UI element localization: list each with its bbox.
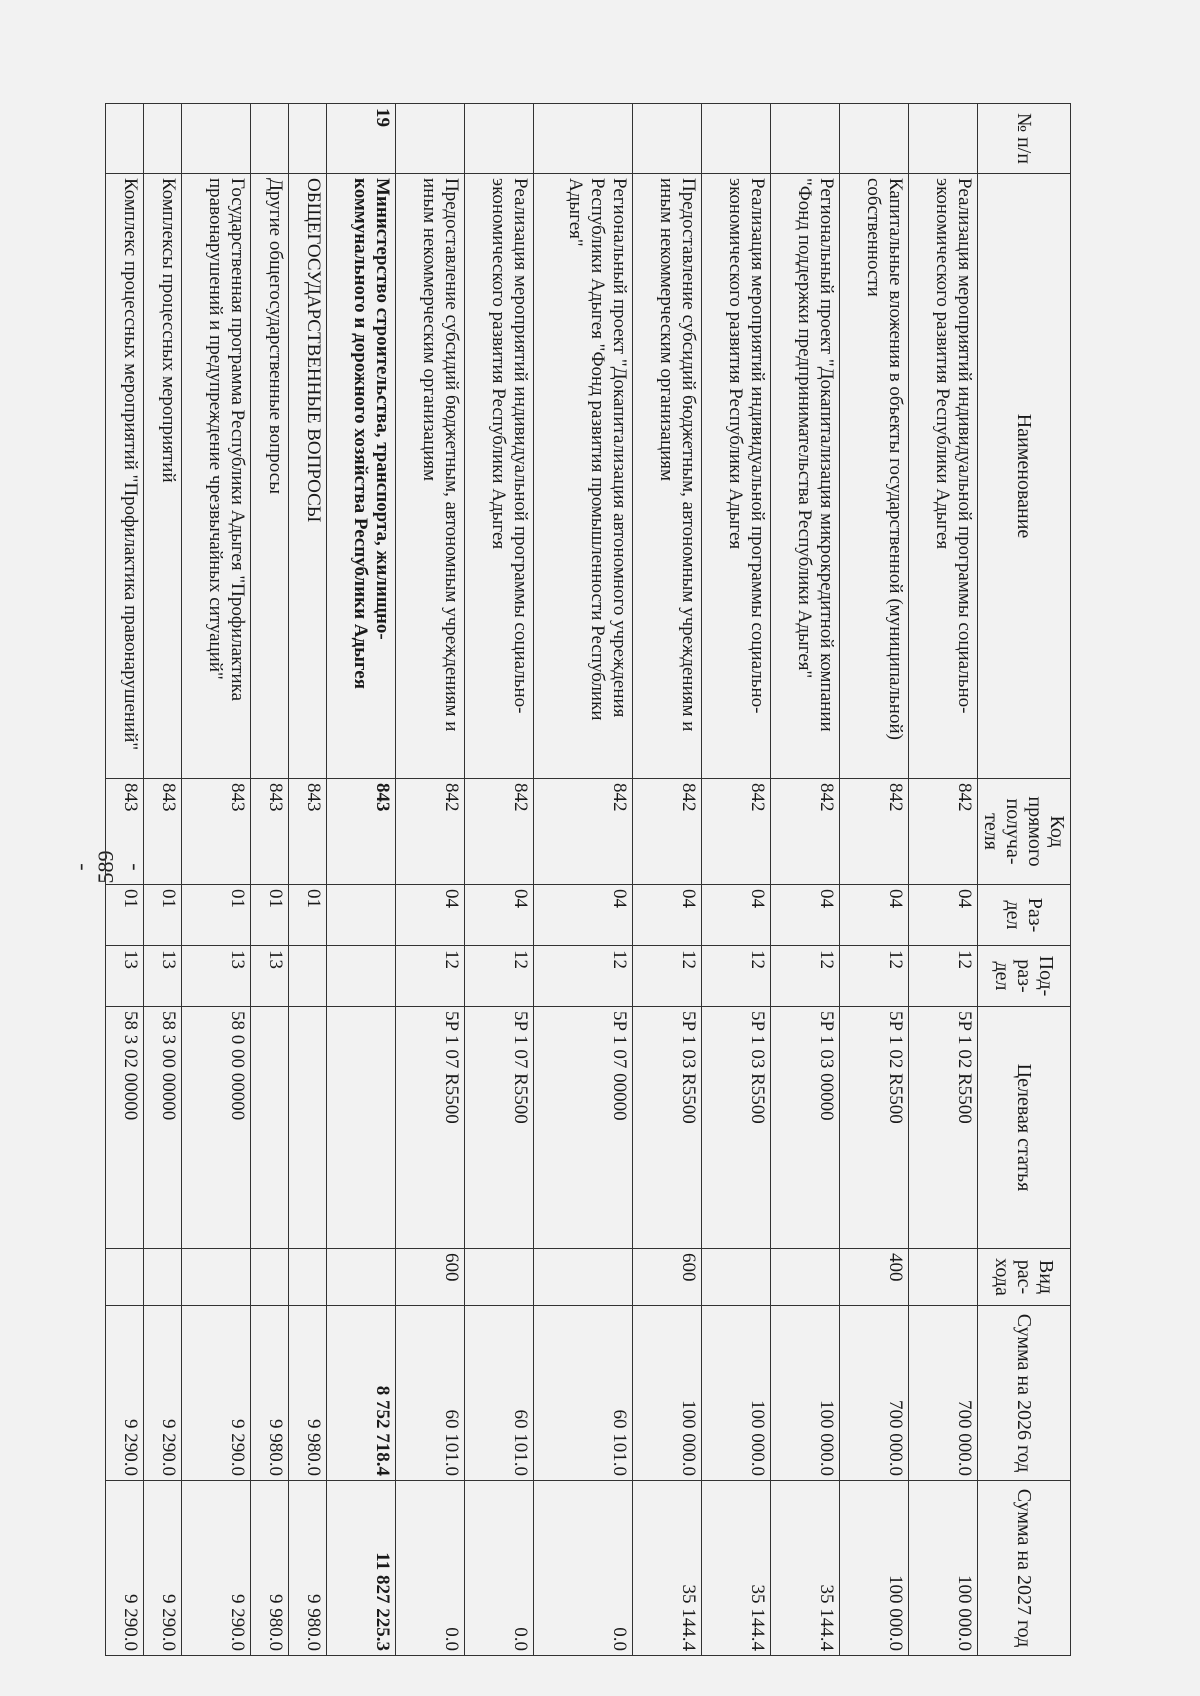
cell-razdel: 04 (533, 885, 633, 946)
cell-vid (144, 1249, 182, 1306)
cell-sum2027: 9 980.0 (250, 1481, 288, 1656)
table-row (464, 104, 533, 1656)
cell-code: 843 (250, 779, 288, 885)
cell-code: 842 (771, 779, 840, 885)
cell-sum2027: 0.0 (464, 1481, 533, 1656)
table-row (326, 104, 395, 1656)
cell-sum2026: 9 290.0 (182, 1306, 251, 1481)
cell-vid (771, 1249, 840, 1306)
cell-vid (182, 1249, 251, 1306)
header-sum2027: Сумма на 2027 год (978, 1481, 1071, 1656)
cell-celevaya: 5P 1 02 R5500 (909, 1007, 978, 1249)
header-podrazdel: Под-раз-дел (978, 946, 1071, 1007)
header-celevaya: Целевая статья (978, 1007, 1071, 1249)
cell-vid: 400 (840, 1249, 909, 1306)
cell-razdel: 04 (909, 885, 978, 946)
table-row (702, 104, 771, 1656)
table-row (182, 104, 251, 1656)
cell-sum2026: 100 000.0 (633, 1306, 702, 1481)
header-sum2026: Сумма на 2026 год (978, 1306, 1071, 1481)
cell-sum2026: 9 290.0 (106, 1306, 144, 1481)
cell-num (288, 104, 326, 174)
cell-vid (250, 1249, 288, 1306)
cell-name: Региональный проект "Докапитализация автономного учреждения Республики Адыгея "Фонд развития промышленности Республики Адыгея" (533, 174, 633, 779)
cell-code: 843 (288, 779, 326, 885)
cell-sum2027: 9 290.0 (182, 1481, 251, 1656)
cell-razdel: 04 (395, 885, 464, 946)
cell-name: Предоставление субсидий бюджетным, автономным учреждениям и иным некоммерческим организациям (633, 174, 702, 779)
cell-num (182, 104, 251, 174)
cell-name: Капитальные вложения в объекты государственной (муниципальной) собственности (840, 174, 909, 779)
cell-vid (533, 1249, 633, 1306)
cell-num (250, 104, 288, 174)
cell-vid (288, 1249, 326, 1306)
cell-sum2027: 9 980.0 (288, 1481, 326, 1656)
cell-razdel: 04 (633, 885, 702, 946)
cell-podrazdel (288, 946, 326, 1007)
cell-sum2027: 9 290.0 (106, 1481, 144, 1656)
cell-razdel: 04 (702, 885, 771, 946)
cell-razdel: 01 (250, 885, 288, 946)
cell-celevaya: 5P 1 07 R5500 (395, 1007, 464, 1249)
cell-podrazdel: 12 (771, 946, 840, 1007)
cell-podrazdel: 12 (840, 946, 909, 1007)
cell-sum2027: 100 000.0 (840, 1481, 909, 1656)
cell-sum2027: 35 144.4 (702, 1481, 771, 1656)
cell-celevaya: 5P 1 03 R5500 (702, 1007, 771, 1249)
table-row (771, 104, 840, 1656)
cell-sum2026: 700 000.0 (840, 1306, 909, 1481)
cell-code: 843 (106, 779, 144, 885)
cell-celevaya: 5P 1 02 R5500 (840, 1007, 909, 1249)
header-vid: Вид рас-хода (978, 1249, 1071, 1306)
cell-sum2026: 100 000.0 (702, 1306, 771, 1481)
cell-podrazdel: 12 (533, 946, 633, 1007)
cell-name: Предоставление субсидий бюджетным, автономным учреждениям и иным некоммерческим организациям (395, 174, 464, 779)
cell-celevaya (288, 1007, 326, 1249)
cell-razdel: 04 (464, 885, 533, 946)
cell-sum2027: 0.0 (395, 1481, 464, 1656)
cell-celevaya: 58 0 00 00000 (182, 1007, 251, 1249)
cell-num (106, 104, 144, 174)
cell-celevaya: 5P 1 07 R5500 (464, 1007, 533, 1249)
cell-code: 842 (840, 779, 909, 885)
cell-code: 842 (909, 779, 978, 885)
cell-code: 843 (326, 779, 395, 885)
cell-podrazdel: 13 (250, 946, 288, 1007)
cell-podrazdel: 13 (144, 946, 182, 1007)
cell-celevaya: 58 3 00 00000 (144, 1007, 182, 1249)
cell-num (909, 104, 978, 174)
cell-code: 842 (533, 779, 633, 885)
header-num: № п/п (978, 104, 1071, 174)
table-header-row (978, 104, 1071, 1656)
cell-celevaya (326, 1007, 395, 1249)
cell-name: Другие общегосударственные вопросы (250, 174, 288, 779)
cell-sum2027: 9 290.0 (144, 1481, 182, 1656)
cell-name: Реализация мероприятий индивидуальной программы социально-экономического развития Республики Адыгея (909, 174, 978, 779)
cell-podrazdel: 13 (182, 946, 251, 1007)
cell-name: Комплексы процессных мероприятий (144, 174, 182, 779)
table-row (144, 104, 182, 1656)
cell-celevaya: 5P 1 03 R5500 (633, 1007, 702, 1249)
cell-celevaya (250, 1007, 288, 1249)
cell-code: 842 (702, 779, 771, 885)
cell-num (144, 104, 182, 174)
cell-sum2026: 700 000.0 (909, 1306, 978, 1481)
cell-sum2026: 9 980.0 (288, 1306, 326, 1481)
cell-razdel: 01 (288, 885, 326, 946)
cell-name: Комплекс процессных мероприятий "Профилактика правонарушений" (106, 174, 144, 779)
cell-sum2026: 100 000.0 (771, 1306, 840, 1481)
cell-vid (326, 1249, 395, 1306)
cell-code: 843 (182, 779, 251, 885)
cell-name: ОБЩЕГОСУДАРСТВЕННЫЕ ВОПРОСЫ (288, 174, 326, 779)
cell-name: Государственная программа Республики Адыгея "Профилактика правонарушений и предупреждение чрезвычайных ситуаций" (182, 174, 251, 779)
cell-vid (464, 1249, 533, 1306)
cell-num: 19 (326, 104, 395, 174)
cell-num (633, 104, 702, 174)
cell-vid: 600 (633, 1249, 702, 1306)
header-code: Код прямого получа-теля (978, 779, 1071, 885)
cell-razdel: 04 (840, 885, 909, 946)
cell-vid (909, 1249, 978, 1306)
cell-num (702, 104, 771, 174)
cell-name: Министерство строительства, транспорта, жилищно-коммунального и дорожного хозяйства Республики Адыгея (326, 174, 395, 779)
cell-num (840, 104, 909, 174)
cell-sum2026: 60 101.0 (533, 1306, 633, 1481)
cell-code: 843 (144, 779, 182, 885)
cell-name: Реализация мероприятий индивидуальной программы социально-экономического развития Республики Адыгея (702, 174, 771, 779)
table-row (106, 104, 144, 1656)
cell-num (464, 104, 533, 174)
cell-podrazdel: 12 (633, 946, 702, 1007)
cell-num (395, 104, 464, 174)
header-razdel: Раз-дел (978, 885, 1071, 946)
cell-sum2027: 0.0 (533, 1481, 633, 1656)
cell-vid (702, 1249, 771, 1306)
cell-celevaya: 5P 1 07 00000 (533, 1007, 633, 1249)
page-number: - 589 - (67, 850, 144, 884)
table-row (633, 104, 702, 1656)
table-row (395, 104, 464, 1656)
cell-sum2027: 100 000.0 (909, 1481, 978, 1656)
cell-name: Региональный проект "Докапитализация микрокредитной компании "Фонд поддержки предпринимательства Республики Адыгея" (771, 174, 840, 779)
table-row (909, 104, 978, 1656)
cell-podrazdel: 12 (395, 946, 464, 1007)
table-row (288, 104, 326, 1656)
cell-code: 842 (464, 779, 533, 885)
cell-sum2026: 9 290.0 (144, 1306, 182, 1481)
budget-table (105, 103, 1071, 1656)
cell-razdel (326, 885, 395, 946)
cell-name: Реализация мероприятий индивидуальной программы социально-экономического развития Республики Адыгея (464, 174, 533, 779)
cell-sum2027: 35 144.4 (771, 1481, 840, 1656)
table-row (840, 104, 909, 1656)
rotated-table-container (105, 103, 1071, 1655)
cell-celevaya: 5P 1 03 00000 (771, 1007, 840, 1249)
cell-razdel: 01 (106, 885, 144, 946)
cell-sum2026: 60 101.0 (395, 1306, 464, 1481)
cell-sum2026: 60 101.0 (464, 1306, 533, 1481)
cell-sum2026: 9 980.0 (250, 1306, 288, 1481)
cell-vid (106, 1249, 144, 1306)
cell-num (533, 104, 633, 174)
cell-sum2027: 35 144.4 (633, 1481, 702, 1656)
cell-celevaya: 58 3 02 00000 (106, 1007, 144, 1249)
cell-razdel: 04 (771, 885, 840, 946)
cell-vid: 600 (395, 1249, 464, 1306)
cell-podrazdel: 13 (106, 946, 144, 1007)
table-row (250, 104, 288, 1656)
cell-podrazdel (326, 946, 395, 1007)
table-body (106, 104, 978, 1656)
cell-podrazdel: 12 (702, 946, 771, 1007)
cell-podrazdel: 12 (464, 946, 533, 1007)
cell-code: 842 (395, 779, 464, 885)
table-row (533, 104, 633, 1656)
cell-sum2026: 8 752 718.4 (326, 1306, 395, 1481)
cell-razdel: 01 (182, 885, 251, 946)
cell-num (771, 104, 840, 174)
cell-podrazdel: 12 (909, 946, 978, 1007)
cell-code: 842 (633, 779, 702, 885)
header-name: Наименование (978, 174, 1071, 779)
cell-razdel: 01 (144, 885, 182, 946)
cell-sum2027: 11 827 225.3 (326, 1481, 395, 1656)
